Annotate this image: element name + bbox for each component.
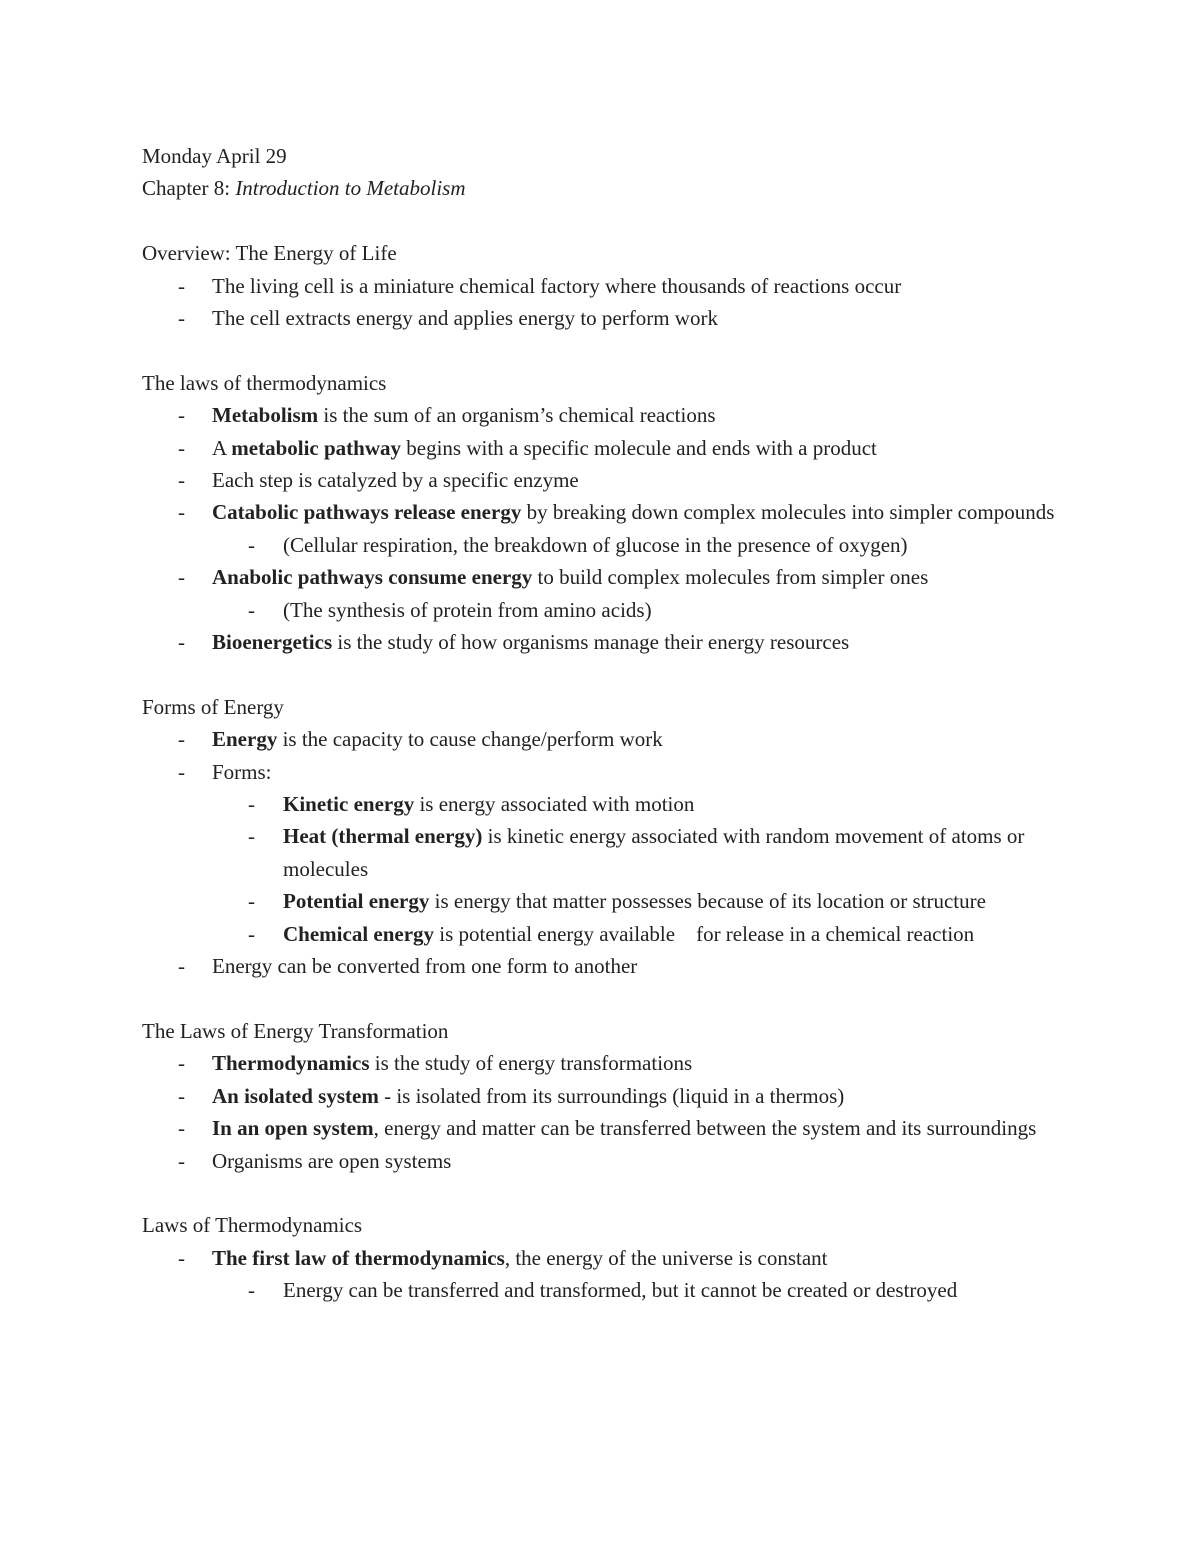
item-body: is the sum of an organism’s chemical reactions [318, 403, 716, 428]
key-term: Thermodynamics [212, 1051, 370, 1076]
item-body: , energy and matter can be transferred between the system and its surroundings [373, 1116, 1037, 1141]
key-term: Metabolism [212, 403, 319, 428]
item-body: is the study of how organisms manage their energy resources [332, 630, 850, 655]
item-body: Forms: [212, 759, 272, 784]
sub-list-item [142, 918, 1102, 950]
list-item [142, 561, 1102, 593]
section-heading: Forms of Energy [142, 694, 284, 719]
item-body: is the study of energy transformations [369, 1051, 693, 1076]
item-text [283, 594, 1102, 626]
item-text [283, 885, 1102, 917]
sub-list-item [142, 788, 1102, 820]
list-item [142, 756, 1102, 788]
chapter-prefix: Chapter 8: [142, 176, 236, 201]
list-item [142, 496, 1102, 528]
key-term: The first law of thermodynamics [212, 1245, 505, 1270]
list-item [142, 626, 1102, 658]
item-text [212, 626, 1102, 658]
sub-list-item [142, 594, 1102, 626]
bullet-dash: - [248, 1278, 255, 1303]
key-term: Energy [212, 727, 278, 752]
bullet-dash: - [248, 889, 255, 914]
chapter-heading [142, 172, 1102, 204]
notes-body [142, 237, 1102, 1306]
item-text [212, 1080, 1102, 1112]
bullet-dash: - [178, 1245, 185, 1270]
sub-list-item [142, 820, 1102, 885]
item-text [283, 918, 1102, 950]
section-heading: The laws of thermodynamics [142, 370, 387, 395]
section [142, 237, 1102, 334]
bullet-dash: - [178, 759, 185, 784]
bullet-dash: - [178, 1051, 185, 1076]
item-text [283, 788, 1102, 820]
bullet-dash: - [248, 824, 255, 849]
key-term: Chemical energy [283, 921, 435, 946]
key-term: Heat (thermal energy) [283, 824, 483, 849]
bullet-dash: - [248, 597, 255, 622]
key-term: Anabolic pathways consume energy [212, 565, 533, 590]
bullet-dash: - [178, 273, 185, 298]
key-term: An isolated system [212, 1083, 379, 1108]
key-term: metabolic pathway [231, 435, 402, 460]
list-item [142, 399, 1102, 431]
bullet-dash: - [178, 500, 185, 525]
section [142, 691, 1102, 983]
sub-list-item [142, 1274, 1102, 1306]
item-text [212, 302, 1102, 334]
key-term: In an open system [212, 1116, 374, 1141]
item-body: (Cellular respiration, the breakdown of glucose in the presence of oxygen) [283, 532, 908, 557]
key-term: Bioenergetics [212, 630, 333, 655]
list-item [142, 1145, 1102, 1177]
list-item [142, 1080, 1102, 1112]
section-heading: Overview: The Energy of Life [142, 241, 397, 266]
bullet-dash: - [178, 1148, 185, 1173]
item-text [212, 950, 1102, 982]
bullet-dash: - [178, 565, 185, 590]
item-text [212, 432, 1102, 464]
item-text [283, 1274, 1102, 1306]
item-body: (The synthesis of protein from amino acids) [283, 597, 652, 622]
section [142, 367, 1102, 659]
item-body: Energy can be transferred and transformed, but it cannot be created or destroyed [283, 1278, 958, 1303]
bullet-dash: - [178, 306, 185, 331]
bullet-dash: - [248, 532, 255, 557]
item-text [212, 464, 1102, 496]
list-item [142, 432, 1102, 464]
bullet-dash: - [248, 792, 255, 817]
item-text [212, 270, 1102, 302]
list-item [142, 1112, 1102, 1144]
section [142, 1015, 1102, 1177]
item-body: is potential energy available for release in a chemical reaction [434, 921, 975, 946]
bullet-dash: - [178, 727, 185, 752]
bullet-dash: - [178, 403, 185, 428]
sub-list-item [142, 885, 1102, 917]
item-body: - is isolated from its surroundings (liquid in a thermos) [378, 1083, 845, 1108]
list-item [142, 464, 1102, 496]
item-body: is energy associated with motion [414, 792, 695, 817]
list-item [142, 302, 1102, 334]
chapter-title: Introduction to Metabolism [235, 176, 466, 201]
item-body: Organisms are open systems [212, 1148, 452, 1173]
bullet-dash: - [178, 1116, 185, 1141]
key-term: Kinetic energy [283, 792, 415, 817]
item-body: is the capacity to cause change/perform work [277, 727, 663, 752]
item-body: , the energy of the universe is constant [504, 1245, 828, 1270]
list-item [142, 723, 1102, 755]
bullet-dash: - [178, 435, 185, 460]
item-prefix: A [212, 435, 232, 460]
item-body: begins with a specific molecule and ends with a product [401, 435, 877, 460]
item-body: is kinetic energy associated with random movement of atoms or molecules [283, 824, 1030, 881]
list-item [142, 950, 1102, 982]
list-item [142, 1047, 1102, 1079]
bullet-dash: - [178, 630, 185, 655]
item-text [212, 756, 1102, 788]
item-body: to build complex molecules from simpler ones [532, 565, 929, 590]
item-text [212, 1145, 1102, 1177]
section-heading: The Laws of Energy Transformation [142, 1018, 449, 1043]
sub-list-item [142, 529, 1102, 561]
item-text [283, 820, 1102, 885]
item-body: Energy can be converted from one form to another [212, 954, 638, 979]
item-text [212, 1242, 1102, 1274]
item-body: Each step is catalyzed by a specific enzyme [212, 468, 579, 493]
item-body: The cell extracts energy and applies energy to perform work [212, 306, 718, 331]
bullet-dash: - [248, 921, 255, 946]
key-term: Catabolic pathways release energy [212, 500, 522, 525]
bullet-dash: - [178, 1083, 185, 1108]
item-body: The living cell is a miniature chemical factory where thousands of reactions occur [212, 273, 902, 298]
item-text [212, 1112, 1102, 1144]
item-body: is energy that matter possesses because of its location or structure [429, 889, 986, 914]
bullet-dash: - [178, 468, 185, 493]
item-text [212, 723, 1102, 755]
bullet-dash: - [178, 954, 185, 979]
section-heading: Laws of Thermodynamics [142, 1213, 363, 1238]
item-body: by breaking down complex molecules into simpler compounds [521, 500, 1055, 525]
item-text [212, 561, 1102, 593]
item-text [212, 1047, 1102, 1079]
document-page [142, 140, 1102, 1307]
list-item [142, 1242, 1102, 1274]
list-item [142, 270, 1102, 302]
section [142, 1209, 1102, 1306]
date-heading: Monday April 29 [142, 144, 287, 168]
item-text [212, 496, 1102, 528]
key-term: Potential energy [283, 889, 430, 914]
item-text [283, 529, 1102, 561]
item-text [212, 399, 1102, 431]
